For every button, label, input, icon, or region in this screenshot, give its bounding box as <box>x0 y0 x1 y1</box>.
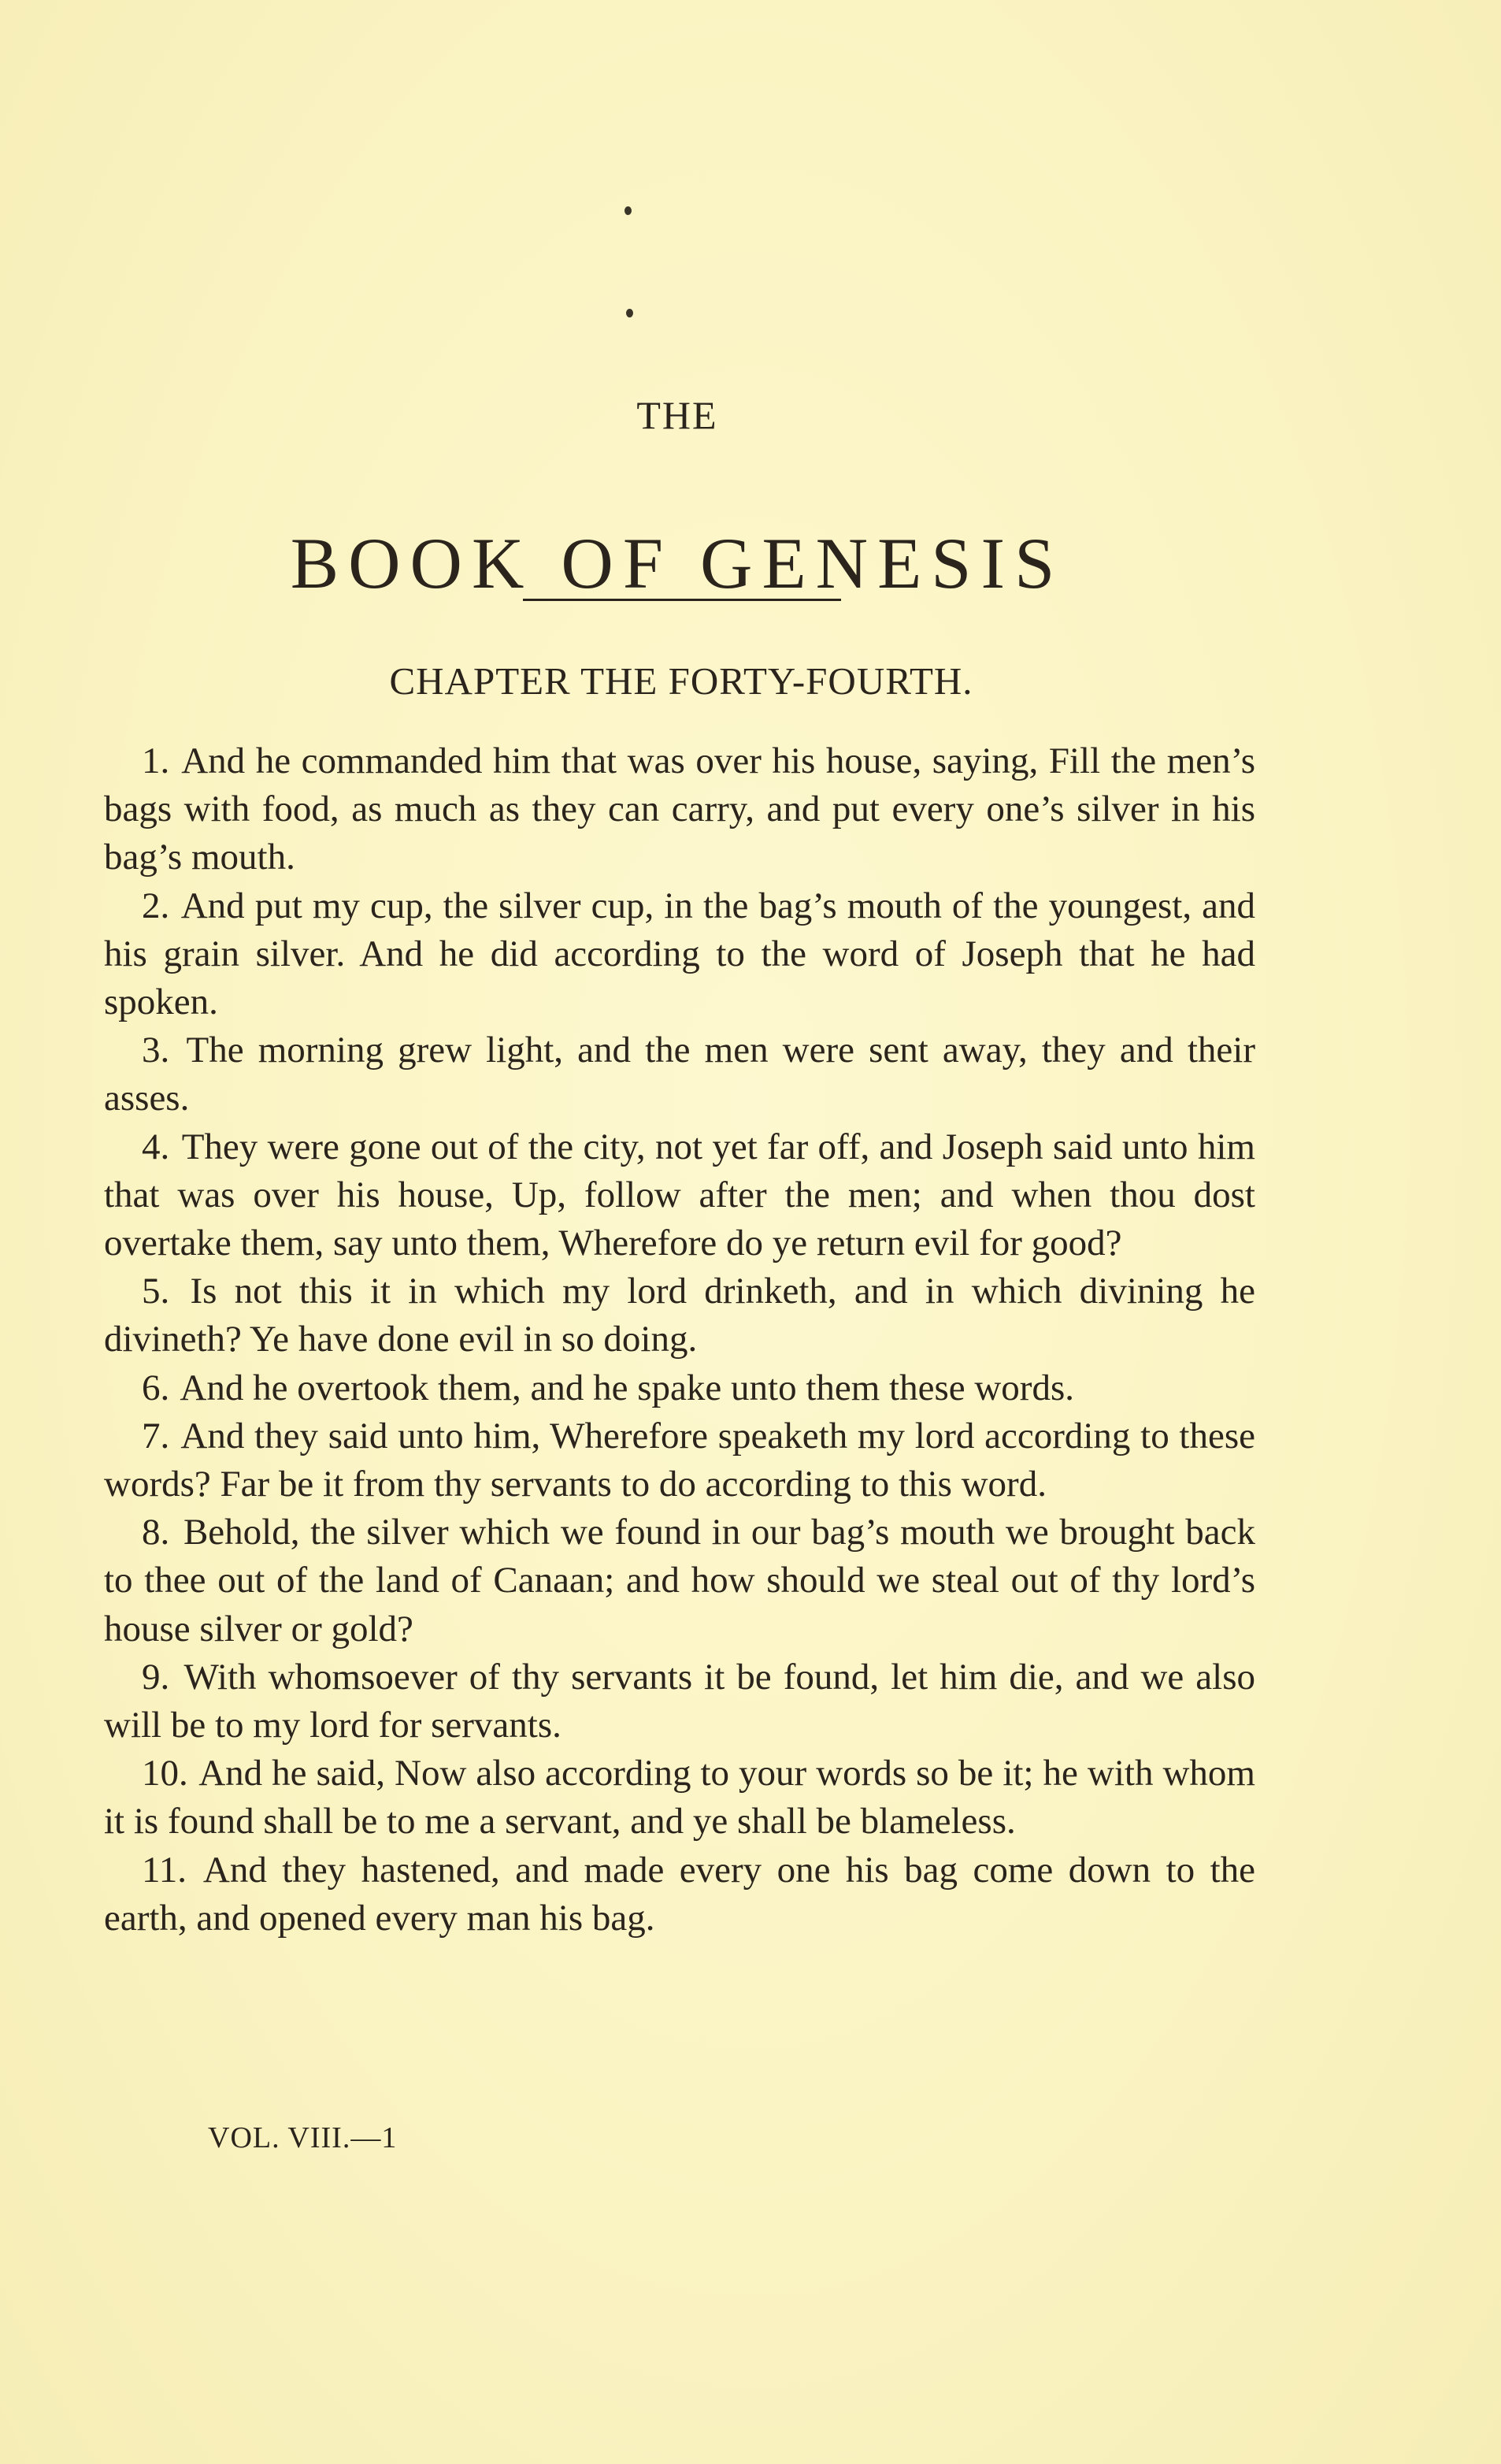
verse-number: 11. <box>142 1849 187 1891</box>
verse-number: 6. <box>142 1367 170 1408</box>
verse-number: 1. <box>142 740 170 781</box>
ink-dot-ornament <box>626 309 633 317</box>
verse-5 <box>104 1267 1255 1364</box>
verse-1 <box>104 737 1255 882</box>
verse-text: And he overtook them, and he spake unto them these words. <box>180 1367 1074 1408</box>
verse-3 <box>104 1026 1255 1123</box>
chapter-heading: CHAPTER THE FORTY-FOURTH. <box>389 659 973 703</box>
verse-6 <box>104 1364 1255 1412</box>
volume-signature: VOL. VIII.—1 <box>208 2121 398 2154</box>
verse-number: 7. <box>142 1415 170 1457</box>
verse-text: And they said unto him, Wherefore speaketh my lord according to these words? Far be it from thy servants to do according to this word. <box>104 1415 1255 1505</box>
verse-4 <box>104 1123 1255 1268</box>
verse-text: And they hastened, and made every one his bag come down to the earth, and opened every man his bag. <box>104 1849 1255 1939</box>
ink-dot-ornament <box>624 206 632 215</box>
verse-text: Is not this it in which my lord drinketh, and in which divining he divineth? Ye have done evil in so doing. <box>104 1271 1255 1360</box>
verse-number: 8. <box>142 1512 170 1553</box>
verse-text: With whomsoever of thy servants it be found, let him die, and we also will be to my lord for servants. <box>104 1656 1255 1746</box>
verse-text: The morning grew light, and the men were sent away, they and their asses. <box>104 1030 1255 1119</box>
verse-11 <box>104 1846 1255 1943</box>
verse-7 <box>104 1412 1255 1508</box>
verse-number: 4. <box>142 1126 170 1167</box>
the-heading: THE <box>636 393 718 437</box>
verse-text: And he commanded him that was over his house, saying, Fill the men’s bags with food, as much as they can carry, and put every one’s silver in his bag’s mouth. <box>104 740 1255 878</box>
verse-number: 3. <box>142 1030 170 1071</box>
verse-number: 10. <box>142 1753 188 1794</box>
verse-number: 2. <box>142 885 170 926</box>
verse-number: 5. <box>142 1271 170 1312</box>
verse-text: They were gone out of the city, not yet far off, and Joseph said unto him that was over his house, Up, follow after the men; and when thou dost overtake them, say unto them, Wherefore do ye return evil for good? <box>104 1126 1255 1264</box>
verse-9 <box>104 1653 1255 1750</box>
verse-text: And he said, Now also according to your words so be it; he with whom it is found shall be to me a servant, and ye shall be blameless. <box>104 1753 1255 1842</box>
verse-text: Behold, the silver which we found in our bag’s mouth we brought back to thee out of the land of Canaan; and how should we steal out of thy lord’s house silver or gold? <box>104 1512 1255 1649</box>
verse-2 <box>104 882 1255 1027</box>
verse-list <box>104 737 1255 1943</box>
verse-10 <box>104 1750 1255 1846</box>
verse-text: And put my cup, the silver cup, in the bag’s mouth of the youngest, and his grain silver. And he did according to the word of Joseph that he had spoken. <box>104 885 1255 1023</box>
title-divider <box>523 599 841 601</box>
verse-number: 9. <box>142 1656 170 1698</box>
book-title: BOOK OF GENESIS <box>290 522 1065 603</box>
verse-8 <box>104 1508 1255 1653</box>
